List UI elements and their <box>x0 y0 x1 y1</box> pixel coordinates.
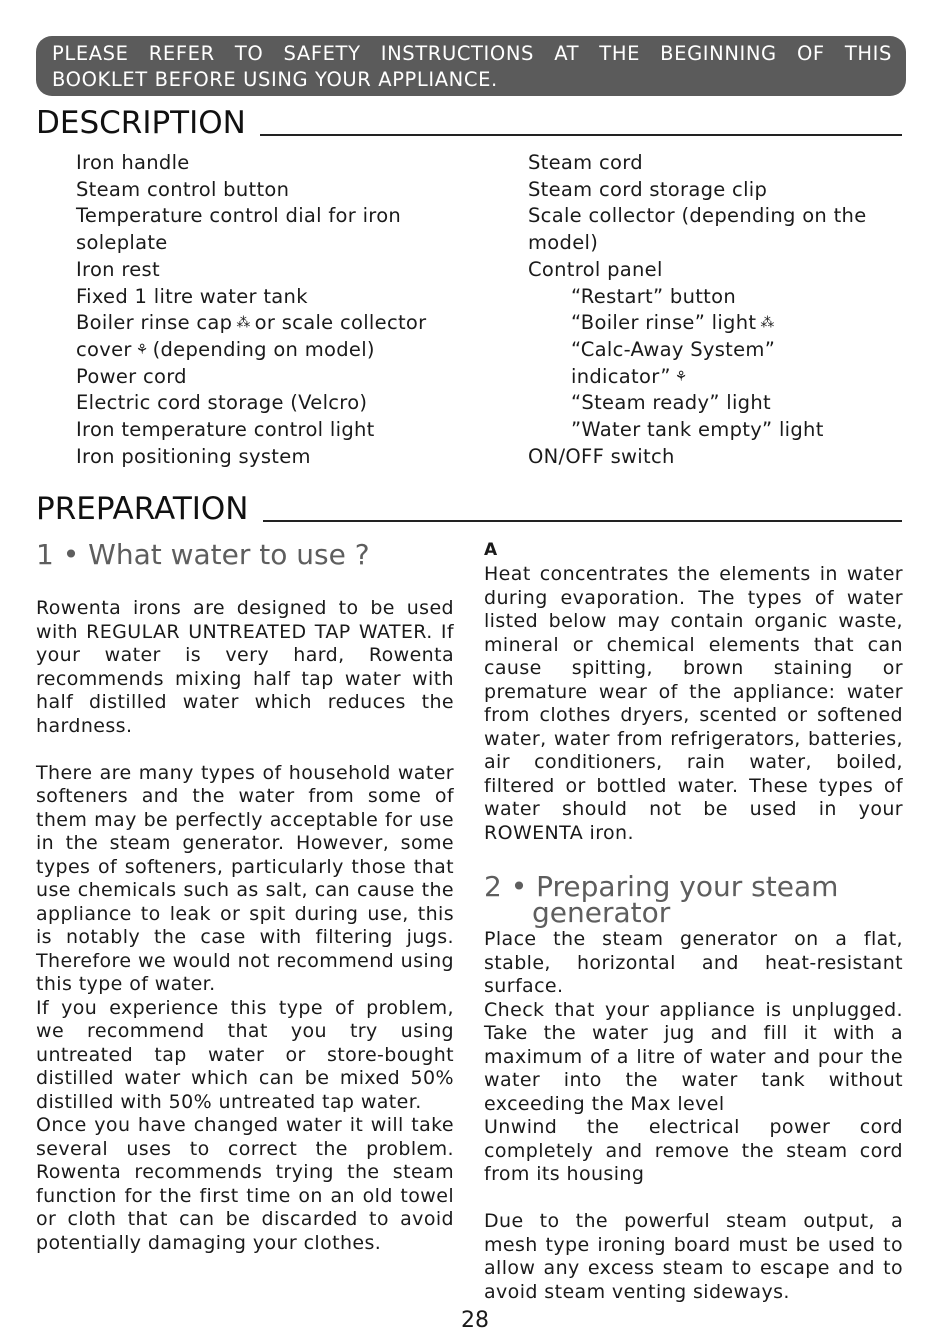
description-right-list <box>528 150 908 470</box>
boiler-rinse-icon: ⁂ <box>236 315 251 332</box>
list-item: Temperature control dial for iron <box>76 204 402 228</box>
paragraph: If you experience this type of problem, we recommend that you try using untreated tap water or store-bought distilled water which can be mixed 50% distilled with 50% untreated tap water. <box>36 996 454 1113</box>
list-item: ON/OFF switch <box>528 444 675 468</box>
list-item: model) <box>528 231 599 255</box>
paragraph: Once you have changed water it will take several uses to correct the problem. Rowenta recommends trying the steam function for the first time on an old towel or cloth that can be discarded to avoid potentially damaging your clothes. <box>36 1114 454 1254</box>
boiler-rinse-icon: ⁂ <box>760 315 775 332</box>
paragraph: Place the steam generator on a flat, stable, horizontal and heat-resistant surface. <box>484 928 903 997</box>
section-2-title-line-2: generator <box>532 896 671 929</box>
list-item: Fixed 1 litre water tank <box>76 284 308 308</box>
list-item: Steam cord <box>528 151 643 174</box>
list-item: Control panel <box>528 257 663 281</box>
safety-banner-line-2: BOOKLET BEFORE USING YOUR APPLIANCE. <box>52 68 498 91</box>
safety-banner <box>36 36 906 96</box>
section-1-body <box>36 597 454 1255</box>
section-2-body <box>484 928 903 1304</box>
paragraph: There are many types of household water softeners and the water from some of them may be perfectly acceptable for use in the steam generator. However, some types of softeners, particularly those that use chemicals such as salt, can cause the appliance to leak or spit during use, this is notably the case with filtering jugs. Therefore we would not recommend using this type of water. <box>36 761 454 995</box>
note-a-label: A <box>484 540 498 560</box>
list-item-cover: cover ⚘ (depending on model) <box>76 337 486 364</box>
list-item: Iron positioning system <box>76 444 311 468</box>
list-item: Iron rest <box>76 257 160 281</box>
list-item: “Restart” button <box>571 284 737 308</box>
section-1-title: 1 • What water to use ? <box>36 538 370 571</box>
list-item: Steam control button <box>76 177 290 201</box>
paragraph: Rowenta irons are designed to be used with REGULAR UNTREATED TAP WATER. If your water is very hard, Rowenta recommends mixing half tap water with half distilled water which reduces the hardness. <box>36 597 454 737</box>
calc-away-icon: ⚘ <box>135 341 149 358</box>
description-heading-rule <box>260 134 902 136</box>
paragraph: Check that your appliance is unplugged. Take the water jug and fill it with a maximum of a litre of water and pour the water into the water tank without exceeding the Max level <box>484 998 903 1115</box>
safety-banner-line-1: PLEASE REFER TO SAFETY INSTRUCTIONS AT THE BEGINNING OF THIS <box>52 42 892 65</box>
section-2-title <box>484 870 904 929</box>
description-title: DESCRIPTION <box>36 105 246 141</box>
list-item: Steam cord storage clip <box>528 177 768 201</box>
list-item: Electric cord storage (Velcro) <box>76 391 368 415</box>
list-item-boiler-rinse-light: “Boiler rinse” light ⁂ <box>528 310 908 337</box>
list-item: soleplate <box>76 231 168 255</box>
list-item: “Steam ready” light <box>571 391 771 415</box>
note-a-text <box>484 563 903 845</box>
list-item: Iron handle <box>76 151 190 174</box>
paragraph: Heat concentrates the elements in water during evaporation. The types of water listed below may contain organic waste, mineral or chemical elements that can cause spitting, brown staining or premature wear of the appliance: water from clothes dryers, scented or softened water, water from refrigerators, batteries, air conditioners, rain water, boiled, filtered or bottled water. These types of water should not be used in your ROWENTA iron. <box>484 563 903 844</box>
description-left-list <box>76 150 486 470</box>
list-item-boiler-rinse-cap: Boiler rinse cap ⁂ or scale collector <box>76 310 486 337</box>
list-item: “Calc-Away System” <box>571 337 776 361</box>
preparation-title: PREPARATION <box>36 491 249 527</box>
page-number: 28 <box>461 1308 489 1333</box>
paragraph: Due to the powerful steam output, a mesh type ironing board must be used to allow any excess steam to escape and to avoid steam venting sideways. <box>484 1210 903 1303</box>
section-2-title-line-1: 2 • Preparing your steam <box>484 870 839 903</box>
calc-away-icon: ⚘ <box>674 368 688 385</box>
list-item: Iron temperature control light <box>76 418 375 442</box>
list-item: Power cord <box>76 364 187 388</box>
preparation-heading-rule <box>263 520 903 522</box>
description-heading <box>36 106 902 140</box>
list-item: ”Water tank empty” light <box>571 418 824 442</box>
paragraph: Unwind the electrical power cord completely and remove the steam cord from its housing <box>484 1116 903 1185</box>
preparation-heading <box>36 492 902 526</box>
list-item: Scale collector (depending on the <box>528 204 867 228</box>
list-item-indicator: indicator” ⚘ <box>528 364 908 391</box>
